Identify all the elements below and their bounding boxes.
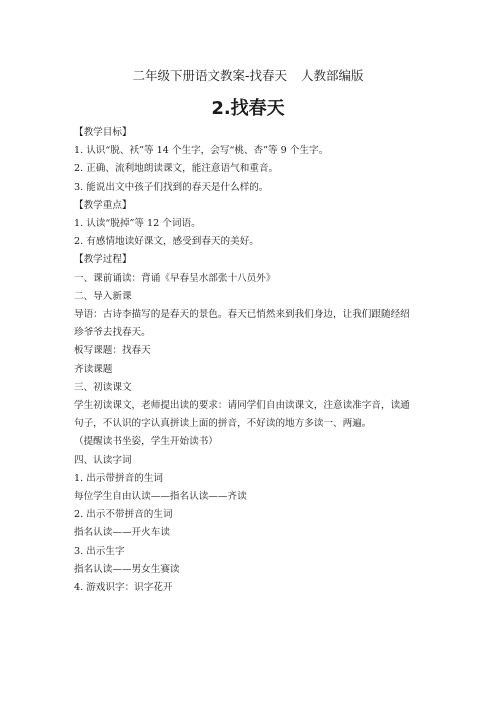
body-line: 齐读课题 bbox=[74, 363, 113, 375]
body-line: 2. 出示不带拼音的生词 bbox=[74, 509, 173, 521]
lesson-title: 2.找春天 bbox=[211, 98, 285, 119]
body-line: 1. 认读“脱掉”等 12 个词语。 bbox=[74, 218, 201, 230]
body-line: 3. 能说出文中孩子们找到的春天是什么样的。 bbox=[74, 181, 269, 193]
body-line: 指名认读——开火车读 bbox=[74, 527, 170, 539]
body-line: 【教学目标】 bbox=[74, 127, 132, 138]
document-header bbox=[0, 66, 496, 84]
header-course: 二年级下册语文教案-找春天 bbox=[132, 68, 287, 83]
body-line: 句子，不认识的字认真拼读上面的拼音，不好读的地方多读一、两遍。 bbox=[74, 418, 372, 430]
body-line: 板写课题：找春天 bbox=[74, 345, 151, 357]
body-line: 1. 出示带拼音的生词 bbox=[74, 472, 163, 484]
body-line: 3. 出示生字 bbox=[74, 545, 125, 557]
body-line: 【教学重点】 bbox=[74, 199, 132, 211]
lesson-body bbox=[74, 124, 432, 597]
body-line: （提醒读书坐姿，学生开始读书） bbox=[74, 436, 218, 448]
body-line: 二、导入新课 bbox=[74, 290, 132, 302]
body-line: 指名认读——男女生赛读 bbox=[74, 563, 180, 575]
body-line: 2. 有感情地读好课文，感受到春天的美好。 bbox=[74, 236, 259, 248]
body-line: 导语：古诗李描写的是春天的景色。春天已悄然来到我们身边，让我们跟随经绍 bbox=[74, 309, 410, 321]
body-line: 四、认读字词 bbox=[74, 454, 132, 466]
body-line: 1. 认识“脱、袄”等 14 个生字，会写“桃、杏”等 9 个生字。 bbox=[74, 145, 329, 157]
body-line: 4. 游戏识字：识字花开 bbox=[74, 582, 173, 594]
body-line: 学生初读课文，老师提出读的要求：请同学们自由读课文，注意读准字音，读通 bbox=[74, 400, 410, 412]
body-line: 每位学生自由认读——指名认读——齐读 bbox=[74, 491, 247, 503]
body-line: 三、初读课文 bbox=[74, 381, 132, 393]
body-line: 2. 正确、流利地朗读课文，能注意语气和重音。 bbox=[74, 163, 279, 175]
body-line: 一、课前诵读：背诵《早春呈水部张十八员外》 bbox=[74, 272, 276, 284]
header-edition: 人教部编版 bbox=[301, 68, 364, 83]
body-line: 【教学过程】 bbox=[74, 254, 132, 266]
body-line: 珍爷爷去找春天。 bbox=[74, 327, 151, 339]
